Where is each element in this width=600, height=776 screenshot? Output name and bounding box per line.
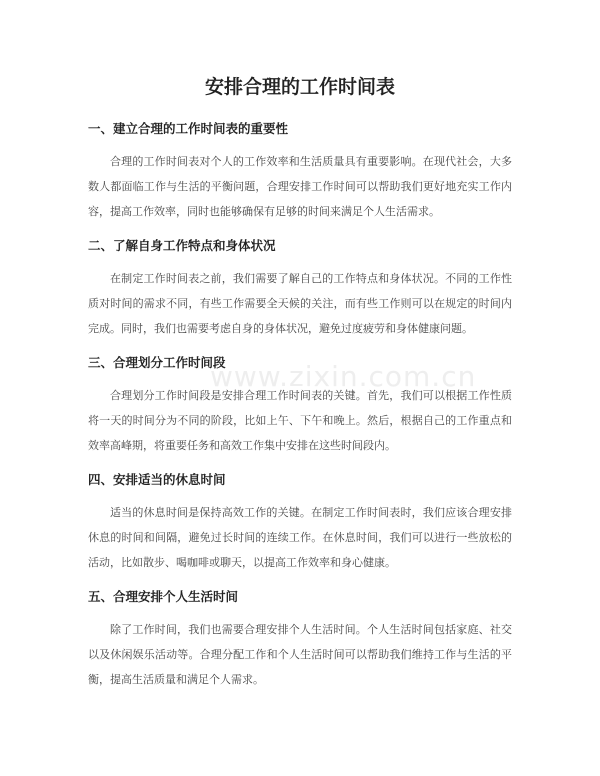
section-1 (88, 120, 512, 224)
section-paragraph: 合理划分工作时间段是安排合理工作时间表的关键。首先，我们可以根据工作性质将一天的时间分为不同的阶段，比如上午、下午和晚上。然后，根据自己的工作重点和效率高峰期，将重要任务和高效工作集中安排在这些时间段内。 (88, 389, 512, 452)
section-heading: 三、合理划分工作时间段 (88, 355, 226, 370)
section-4 (88, 471, 512, 575)
document-sections (88, 120, 512, 692)
section-paragraph: 除了工作时间，我们也需要合理安排个人生活时间。个人生活时间包括家庭、社交以及休闲娱乐活动等。合理分配工作和个人生活时间可以帮助我们维持工作与生活的平衡，提高生活质量和满足个人需求。 (88, 623, 512, 686)
section-5 (88, 588, 512, 692)
section-heading: 一、建立合理的工作时间表的重要性 (88, 121, 289, 136)
document-title: 安排合理的工作时间表 (204, 76, 395, 98)
section-heading: 五、合理安排个人生活时间 (88, 589, 239, 604)
section-paragraph: 合理的工作时间表对个人的工作效率和生活质量具有重要影响。在现代社会，大多数人都面临工作与生活的平衡问题，合理安排工作时间可以帮助我们更好地充实工作内容，提高工作效率，同时也能够确保有足够的时间来满足个人生活需求。 (88, 155, 512, 218)
section-heading: 四、安排适当的休息时间 (88, 472, 226, 487)
section-paragraph: 在制定工作时间表之前，我们需要了解自己的工作特点和身体状况。不同的工作性质对时间的需求不同，有些工作需要全天候的关注，而有些工作则可以在规定的时间内完成。同时，我们也需要考虑自身的身体状况，避免过度疲劳和身体健康问题。 (88, 272, 512, 335)
watermark: www.zixin.com.cn (210, 360, 477, 393)
section-3 (88, 354, 512, 458)
section-paragraph: 适当的休息时间是保持高效工作的关键。在制定工作时间表时，我们应该合理安排休息的时间和间隔，避免过长时间的连续工作。在休息时间，我们可以进行一些放松的活动，比如散步、喝咖啡或聊天，以提高工作效率和身心健康。 (88, 506, 512, 569)
section-2 (88, 237, 512, 341)
section-heading: 二、了解自身工作特点和身体状况 (88, 238, 276, 253)
